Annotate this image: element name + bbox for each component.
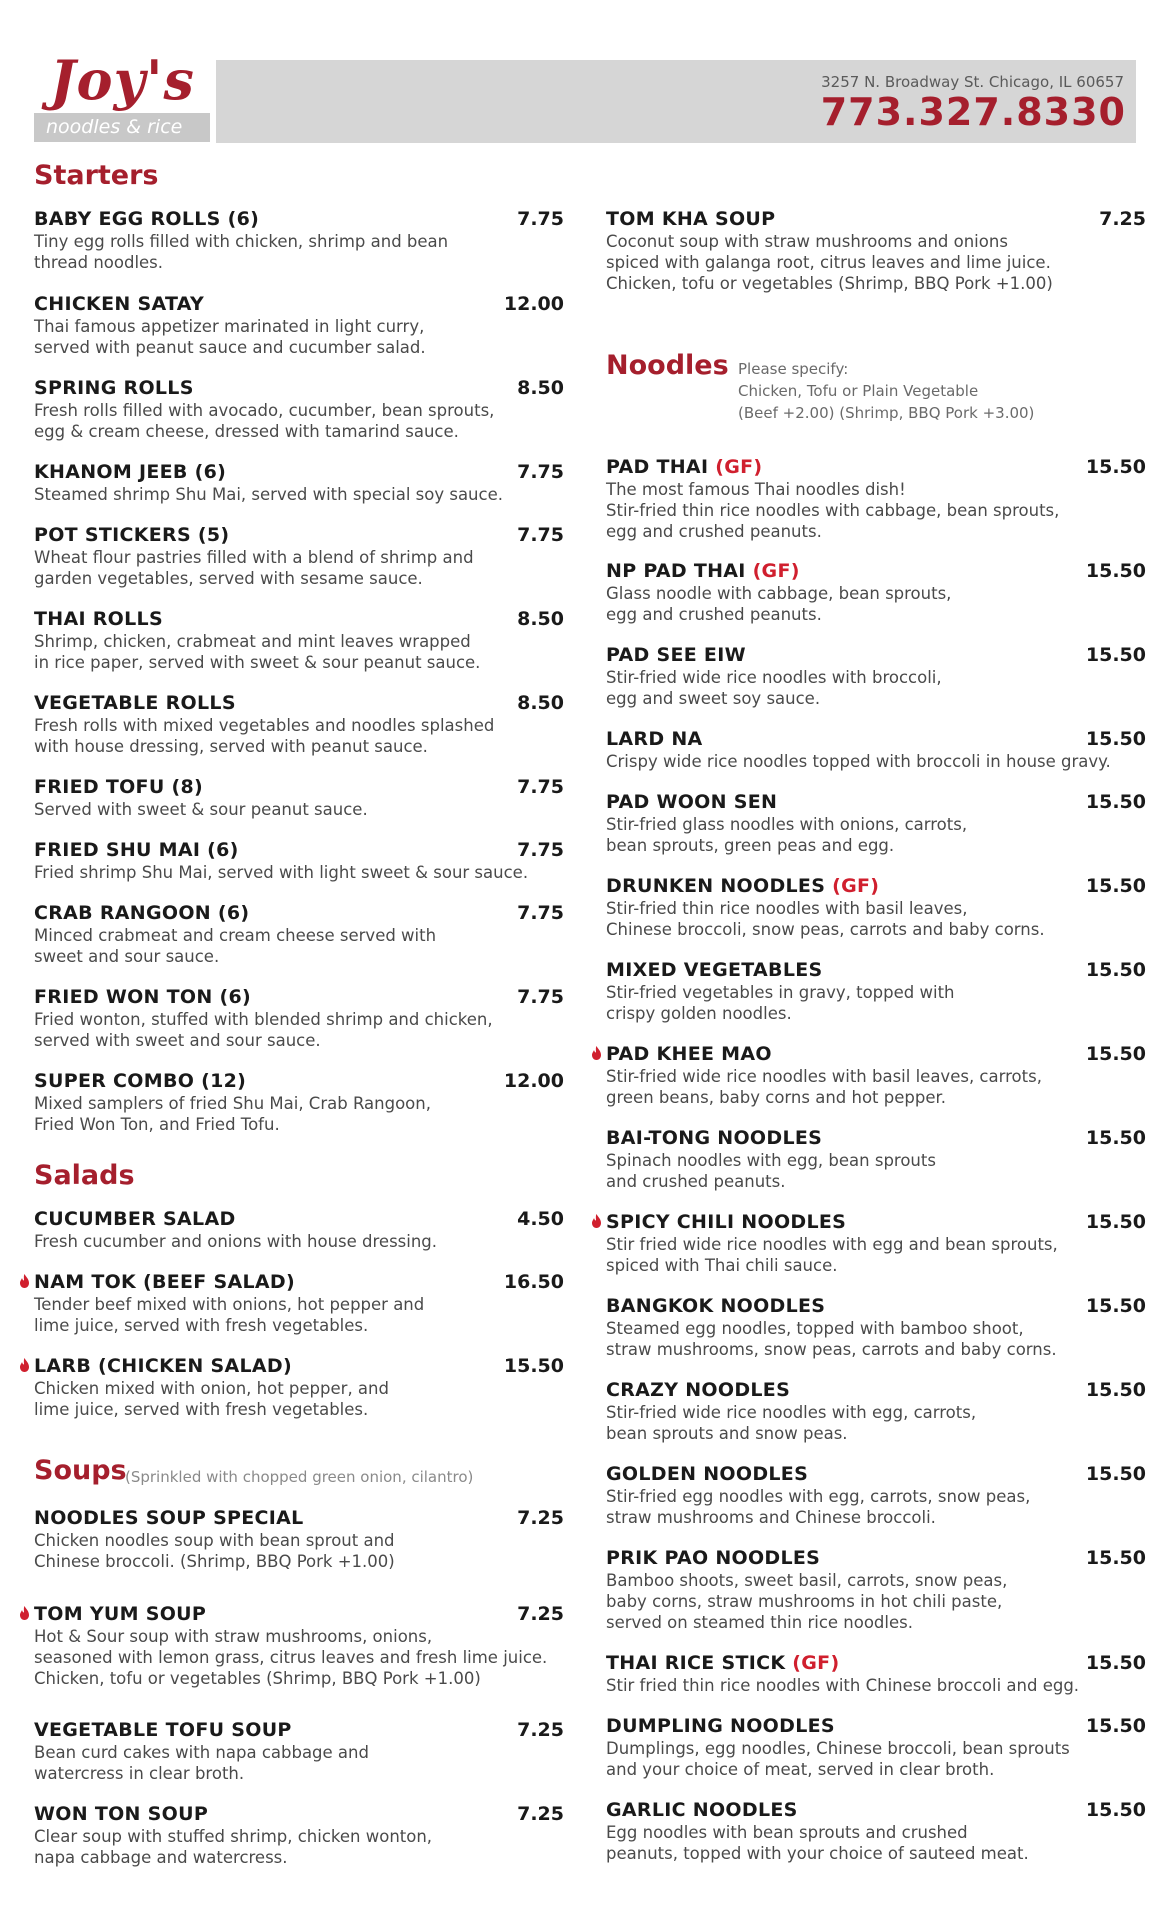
item-description: The most famous Thai noodles dish! Stir-fried thin rice noodles with cabbage, bean sprouts, egg and crushed peanuts. <box>606 480 1060 541</box>
item-name-text: CHICKEN SATAY <box>34 293 205 315</box>
item-name <box>606 455 1146 479</box>
menu-item <box>606 455 1146 542</box>
item-name-text: PRIK PAO NOODLES <box>606 1547 821 1569</box>
item-name-text: LARD NA <box>606 728 703 750</box>
item-description: Shrimp, chicken, crabmeat and mint leaves wrapped in rice paper, served with sweet & sour peanut sauce. <box>34 632 481 672</box>
item-name <box>34 1802 564 1826</box>
item-name-text: BANGKOK NOODLES <box>606 1295 826 1317</box>
item-name-text: TOM YUM SOUP <box>34 1603 207 1625</box>
menu-item <box>34 1270 564 1336</box>
menu-item <box>34 607 564 673</box>
address: 3257 N. Broadway St. Chicago, IL 60657 <box>821 73 1124 91</box>
item-description: Tiny egg rolls filled with chicken, shrimp and bean thread noodles. <box>34 232 449 272</box>
menu-item <box>34 1802 564 1868</box>
item-name <box>606 1378 1146 1402</box>
item-price: 7.25 <box>517 1719 564 1741</box>
item-name <box>34 607 564 631</box>
item-name-text: SPICY CHILI NOODLES <box>606 1211 847 1233</box>
item-name-text: GARLIC NOODLES <box>606 1799 798 1821</box>
item-name <box>34 207 564 231</box>
item-name <box>34 838 564 862</box>
item-description: Served with sweet & sour peanut sauce. <box>34 800 368 819</box>
item-description: Chicken noodles soup with bean sprout and Chinese broccoli. (Shrimp, BBQ Pork +1.00) <box>34 1531 395 1571</box>
contact-banner <box>216 60 1136 143</box>
item-price: 7.25 <box>517 1803 564 1825</box>
gluten-free-tag: (GF) <box>832 875 880 897</box>
item-name <box>34 691 564 715</box>
item-name-text: VEGETABLE ROLLS <box>34 692 236 714</box>
gluten-free-tag: (GF) <box>715 456 763 478</box>
menu-item <box>606 207 1146 294</box>
logo-wordmark: Joy's <box>50 48 195 112</box>
item-price: 7.75 <box>517 902 564 924</box>
logo-tagline: noodles & rice <box>34 113 210 142</box>
item-name <box>34 1270 564 1294</box>
item-price: 8.50 <box>517 692 564 714</box>
menu-item <box>34 292 564 358</box>
item-name <box>34 292 564 316</box>
item-price: 7.75 <box>517 776 564 798</box>
menu-item <box>34 1602 564 1689</box>
item-price: 7.25 <box>517 1603 564 1625</box>
item-description: Clear soup with stuffed shrimp, chicken wonton, napa cabbage and watercress. <box>34 1827 433 1867</box>
item-description: Bamboo shoots, sweet basil, carrots, snow peas, baby corns, straw mushrooms in hot chili paste, served on steamed thin rice noodles. <box>606 1571 1008 1632</box>
item-price: 12.00 <box>503 293 564 315</box>
item-name <box>606 1798 1146 1822</box>
menu-item <box>34 691 564 757</box>
menu-item <box>34 985 564 1051</box>
item-price: 15.50 <box>1085 560 1146 582</box>
item-description: Stir-fried glass noodles with onions, carrots, bean sprouts, green peas and egg. <box>606 815 968 855</box>
item-description: Fresh cucumber and onions with house dressing. <box>34 1232 438 1251</box>
item-description: Fried wonton, stuffed with blended shrimp and chicken, served with sweet and sour sauce. <box>34 1010 493 1050</box>
item-name <box>606 958 1146 982</box>
item-name-text: PAD THAI <box>606 456 709 478</box>
item-price: 15.50 <box>1085 1211 1146 1233</box>
item-name-text: POT STICKERS (5) <box>34 524 230 546</box>
item-price: 15.50 <box>1085 1043 1146 1065</box>
menu-item <box>606 1798 1146 1864</box>
item-description: Mixed samplers of fried Shu Mai, Crab Rangoon, Fried Won Ton, and Fried Tofu. <box>34 1094 431 1134</box>
item-name-text: KHANOM JEEB (6) <box>34 461 227 483</box>
item-name <box>34 775 564 799</box>
item-description: Coconut soup with straw mushrooms and onions spiced with galanga root, citrus leaves and lime juice. Chicken, tofu or vegetables (Shrimp, BBQ Pork +1.00) <box>606 232 1053 293</box>
item-name <box>606 1651 1146 1675</box>
menu-item <box>34 523 564 589</box>
item-name <box>34 1354 564 1378</box>
item-name <box>606 643 1146 667</box>
item-name <box>606 874 1146 898</box>
item-name-text: BAI-TONG NOODLES <box>606 1127 823 1149</box>
item-name-text: DRUNKEN NOODLES <box>606 875 826 897</box>
item-name-text: LARB (CHICKEN SALAD) <box>34 1355 292 1377</box>
gluten-free-tag: (GF) <box>792 1652 840 1674</box>
item-description: Fresh rolls with mixed vegetables and noodles splashed with house dressing, served with peanut sauce. <box>34 716 495 756</box>
chili-flame-icon <box>19 1606 30 1620</box>
item-name-text: FRIED SHU MAI (6) <box>34 839 239 861</box>
item-name <box>606 1294 1146 1318</box>
noodles-note <box>738 358 1034 424</box>
item-description: Dumplings, egg noodles, Chinese broccoli, bean sprouts and your choice of meat, served in clear broth. <box>606 1739 1070 1779</box>
item-price: 7.75 <box>517 986 564 1008</box>
item-price: 15.50 <box>1085 1652 1146 1674</box>
noodles-note-line2: Chicken, Tofu or Plain Vegetable <box>738 382 979 400</box>
chili-flame-icon <box>19 1358 30 1372</box>
item-price: 15.50 <box>1085 1547 1146 1569</box>
item-name-text: CRAB RANGOON (6) <box>34 902 250 924</box>
gluten-free-tag: (GF) <box>752 560 800 582</box>
item-name <box>34 1718 564 1742</box>
menu-item <box>606 1126 1146 1192</box>
item-name-text: THAI RICE STICK <box>606 1652 786 1674</box>
item-price: 15.50 <box>1085 1463 1146 1485</box>
item-description: Stir-fried vegetables in gravy, topped with crispy golden noodles. <box>606 983 955 1023</box>
item-price: 7.25 <box>1099 208 1146 230</box>
item-name-text: PAD WOON SEN <box>606 791 778 813</box>
item-description: Stir-fried wide rice noodles with basil leaves, carrots, green beans, baby corns and hot pepper. <box>606 1067 1042 1107</box>
item-description: Bean curd cakes with napa cabbage and watercress in clear broth. <box>34 1743 369 1783</box>
item-description: Tender beef mixed with onions, hot pepper and lime juice, served with fresh vegetables. <box>34 1295 425 1335</box>
section-title-noodles: Noodles <box>606 350 729 381</box>
menu-item <box>606 559 1146 625</box>
item-name-text: TOM KHA SOUP <box>606 208 776 230</box>
menu-item <box>606 727 1146 772</box>
item-price: 15.50 <box>1085 1295 1146 1317</box>
item-name <box>34 1207 564 1231</box>
item-description: Glass noodle with cabbage, bean sprouts, egg and crushed peanuts. <box>606 584 952 624</box>
menu-item <box>34 1069 564 1135</box>
item-price: 15.50 <box>1085 1799 1146 1821</box>
item-name <box>606 1546 1146 1570</box>
item-name <box>34 1506 564 1530</box>
noodles-note-line1: Please specify: <box>738 360 849 378</box>
menu-item <box>34 1354 564 1420</box>
item-description: Steamed shrimp Shu Mai, served with special soy sauce. <box>34 485 503 504</box>
menu-item <box>34 901 564 967</box>
item-price: 16.50 <box>503 1271 564 1293</box>
menu-item <box>606 1042 1146 1108</box>
section-title-soups: Soups <box>34 1455 127 1486</box>
item-name <box>34 460 564 484</box>
item-description: Egg noodles with bean sprouts and crushed peanuts, topped with your choice of sauteed meat. <box>606 1823 1029 1863</box>
noodles-note-line3: (Beef +2.00) (Shrimp, BBQ Pork +3.00) <box>738 404 1035 422</box>
menu-item <box>34 1506 564 1572</box>
item-price: 15.50 <box>1085 1715 1146 1737</box>
item-description: Wheat flour pastries filled with a blend of shrimp and garden vegetables, served with sesame sauce. <box>34 548 474 588</box>
item-name-text: CUCUMBER SALAD <box>34 1208 236 1230</box>
item-name-text: NP PAD THAI <box>606 560 746 582</box>
item-name-text: THAI ROLLS <box>34 608 163 630</box>
item-price: 15.50 <box>1085 1127 1146 1149</box>
item-description: Stir fried thin rice noodles with Chinese broccoli and egg. <box>606 1676 1080 1695</box>
item-price: 7.75 <box>517 839 564 861</box>
chili-flame-icon <box>591 1046 602 1060</box>
menu-item <box>606 1210 1146 1276</box>
item-name <box>606 207 1146 231</box>
item-name <box>34 1069 564 1093</box>
item-name-text: GOLDEN NOODLES <box>606 1463 809 1485</box>
item-name-text: FRIED TOFU (8) <box>34 776 203 798</box>
item-price: 15.50 <box>1085 1379 1146 1401</box>
section-title-salads: Salads <box>34 1160 135 1191</box>
item-price: 7.75 <box>517 524 564 546</box>
item-name-text: SUPER COMBO (12) <box>34 1070 247 1092</box>
item-name <box>606 1714 1146 1738</box>
item-name <box>34 376 564 400</box>
item-price: 15.50 <box>1085 959 1146 981</box>
item-description: Fried shrimp Shu Mai, served with light sweet & sour sauce. <box>34 863 529 882</box>
menu-item <box>34 838 564 883</box>
item-price: 15.50 <box>1085 728 1146 750</box>
item-description: Fresh rolls filled with avocado, cucumber, bean sprouts, egg & cream cheese, dressed with tamarind sauce. <box>34 401 495 441</box>
item-price: 12.00 <box>503 1070 564 1092</box>
item-name-text: SPRING ROLLS <box>34 377 194 399</box>
item-price: 15.50 <box>503 1355 564 1377</box>
item-name-text: BABY EGG ROLLS (6) <box>34 208 260 230</box>
item-price: 15.50 <box>1085 875 1146 897</box>
menu-item <box>606 1651 1146 1696</box>
item-price: 15.50 <box>1085 644 1146 666</box>
item-price: 8.50 <box>517 377 564 399</box>
section-title-starters: Starters <box>34 160 159 191</box>
item-name-text: PAD SEE EIW <box>606 644 746 666</box>
item-description: Steamed egg noodles, topped with bamboo shoot, straw mushrooms, snow peas, carrots and baby corns. <box>606 1319 1057 1359</box>
menu-item <box>34 775 564 820</box>
menu-item <box>606 874 1146 940</box>
item-description: Hot & Sour soup with straw mushrooms, onions, seasoned with lemon grass, citrus leaves and fresh lime juice. Chicken, tofu or vegetables (Shrimp, BBQ Pork +1.00) <box>34 1627 548 1688</box>
item-name-text: FRIED WON TON (6) <box>34 986 251 1008</box>
menu-item <box>34 207 564 273</box>
item-price: 15.50 <box>1085 456 1146 478</box>
item-description: Thai famous appetizer marinated in light curry, served with peanut sauce and cucumber salad. <box>34 317 426 357</box>
item-name-text: PAD KHEE MAO <box>606 1043 772 1065</box>
item-name <box>606 1462 1146 1486</box>
item-description: Stir-fried egg noodles with egg, carrots, snow peas, straw mushrooms and Chinese broccoli. <box>606 1487 1031 1527</box>
item-name-text: DUMPLING NOODLES <box>606 1715 835 1737</box>
item-price: 4.50 <box>517 1208 564 1230</box>
item-name <box>606 559 1146 583</box>
restaurant-logo <box>34 50 210 144</box>
item-name <box>34 985 564 1009</box>
item-price: 15.50 <box>1085 791 1146 813</box>
menu-item <box>606 1294 1146 1360</box>
menu-item <box>34 376 564 442</box>
item-name <box>606 1126 1146 1150</box>
menu-item <box>606 1462 1146 1528</box>
item-name <box>34 523 564 547</box>
item-name-text: CRAZY NOODLES <box>606 1379 791 1401</box>
chili-flame-icon <box>19 1274 30 1288</box>
menu-item <box>606 1378 1146 1444</box>
menu-item <box>606 643 1146 709</box>
item-price: 7.75 <box>517 461 564 483</box>
chili-flame-icon <box>591 1214 602 1228</box>
item-description: Stir-fried wide rice noodles with egg, carrots, bean sprouts and snow peas. <box>606 1403 977 1443</box>
item-name-text: VEGETABLE TOFU SOUP <box>34 1719 292 1741</box>
item-description: Chicken mixed with onion, hot pepper, and lime juice, served with fresh vegetables. <box>34 1379 389 1419</box>
item-name <box>606 1042 1146 1066</box>
soups-note: (Sprinkled with chopped green onion, cilantro) <box>125 1468 474 1486</box>
item-description: Stir-fried thin rice noodles with basil leaves, Chinese broccoli, snow peas, carrots and baby corns. <box>606 899 1045 939</box>
item-name <box>34 901 564 925</box>
menu-item <box>34 1718 564 1784</box>
menu-item <box>606 958 1146 1024</box>
item-name-text: NAM TOK (BEEF SALAD) <box>34 1271 295 1293</box>
item-price: 7.25 <box>517 1507 564 1529</box>
menu-item <box>606 1714 1146 1780</box>
item-price: 7.75 <box>517 208 564 230</box>
item-name <box>606 1210 1146 1234</box>
item-description: Minced crabmeat and cream cheese served with sweet and sour sauce. <box>34 926 437 966</box>
item-name <box>34 1602 564 1626</box>
menu-item <box>606 790 1146 856</box>
item-name <box>606 727 1146 751</box>
phone-number: 773.327.8330 <box>820 90 1126 134</box>
item-price: 8.50 <box>517 608 564 630</box>
item-description: Spinach noodles with egg, bean sprouts and crushed peanuts. <box>606 1151 936 1191</box>
menu-item <box>34 1207 564 1252</box>
item-description: Stir-fried wide rice noodles with broccoli, egg and sweet soy sauce. <box>606 668 942 708</box>
item-name-text: NOODLES SOUP SPECIAL <box>34 1507 304 1529</box>
menu-item <box>606 1546 1146 1633</box>
item-name <box>606 790 1146 814</box>
item-description: Stir fried wide rice noodles with egg and bean sprouts, spiced with Thai chili sauce. <box>606 1235 1058 1275</box>
menu-item <box>34 460 564 505</box>
item-name-text: MIXED VEGETABLES <box>606 959 823 981</box>
item-name-text: WON TON SOUP <box>34 1803 209 1825</box>
item-description: Crispy wide rice noodles topped with broccoli in house gravy. <box>606 752 1111 771</box>
